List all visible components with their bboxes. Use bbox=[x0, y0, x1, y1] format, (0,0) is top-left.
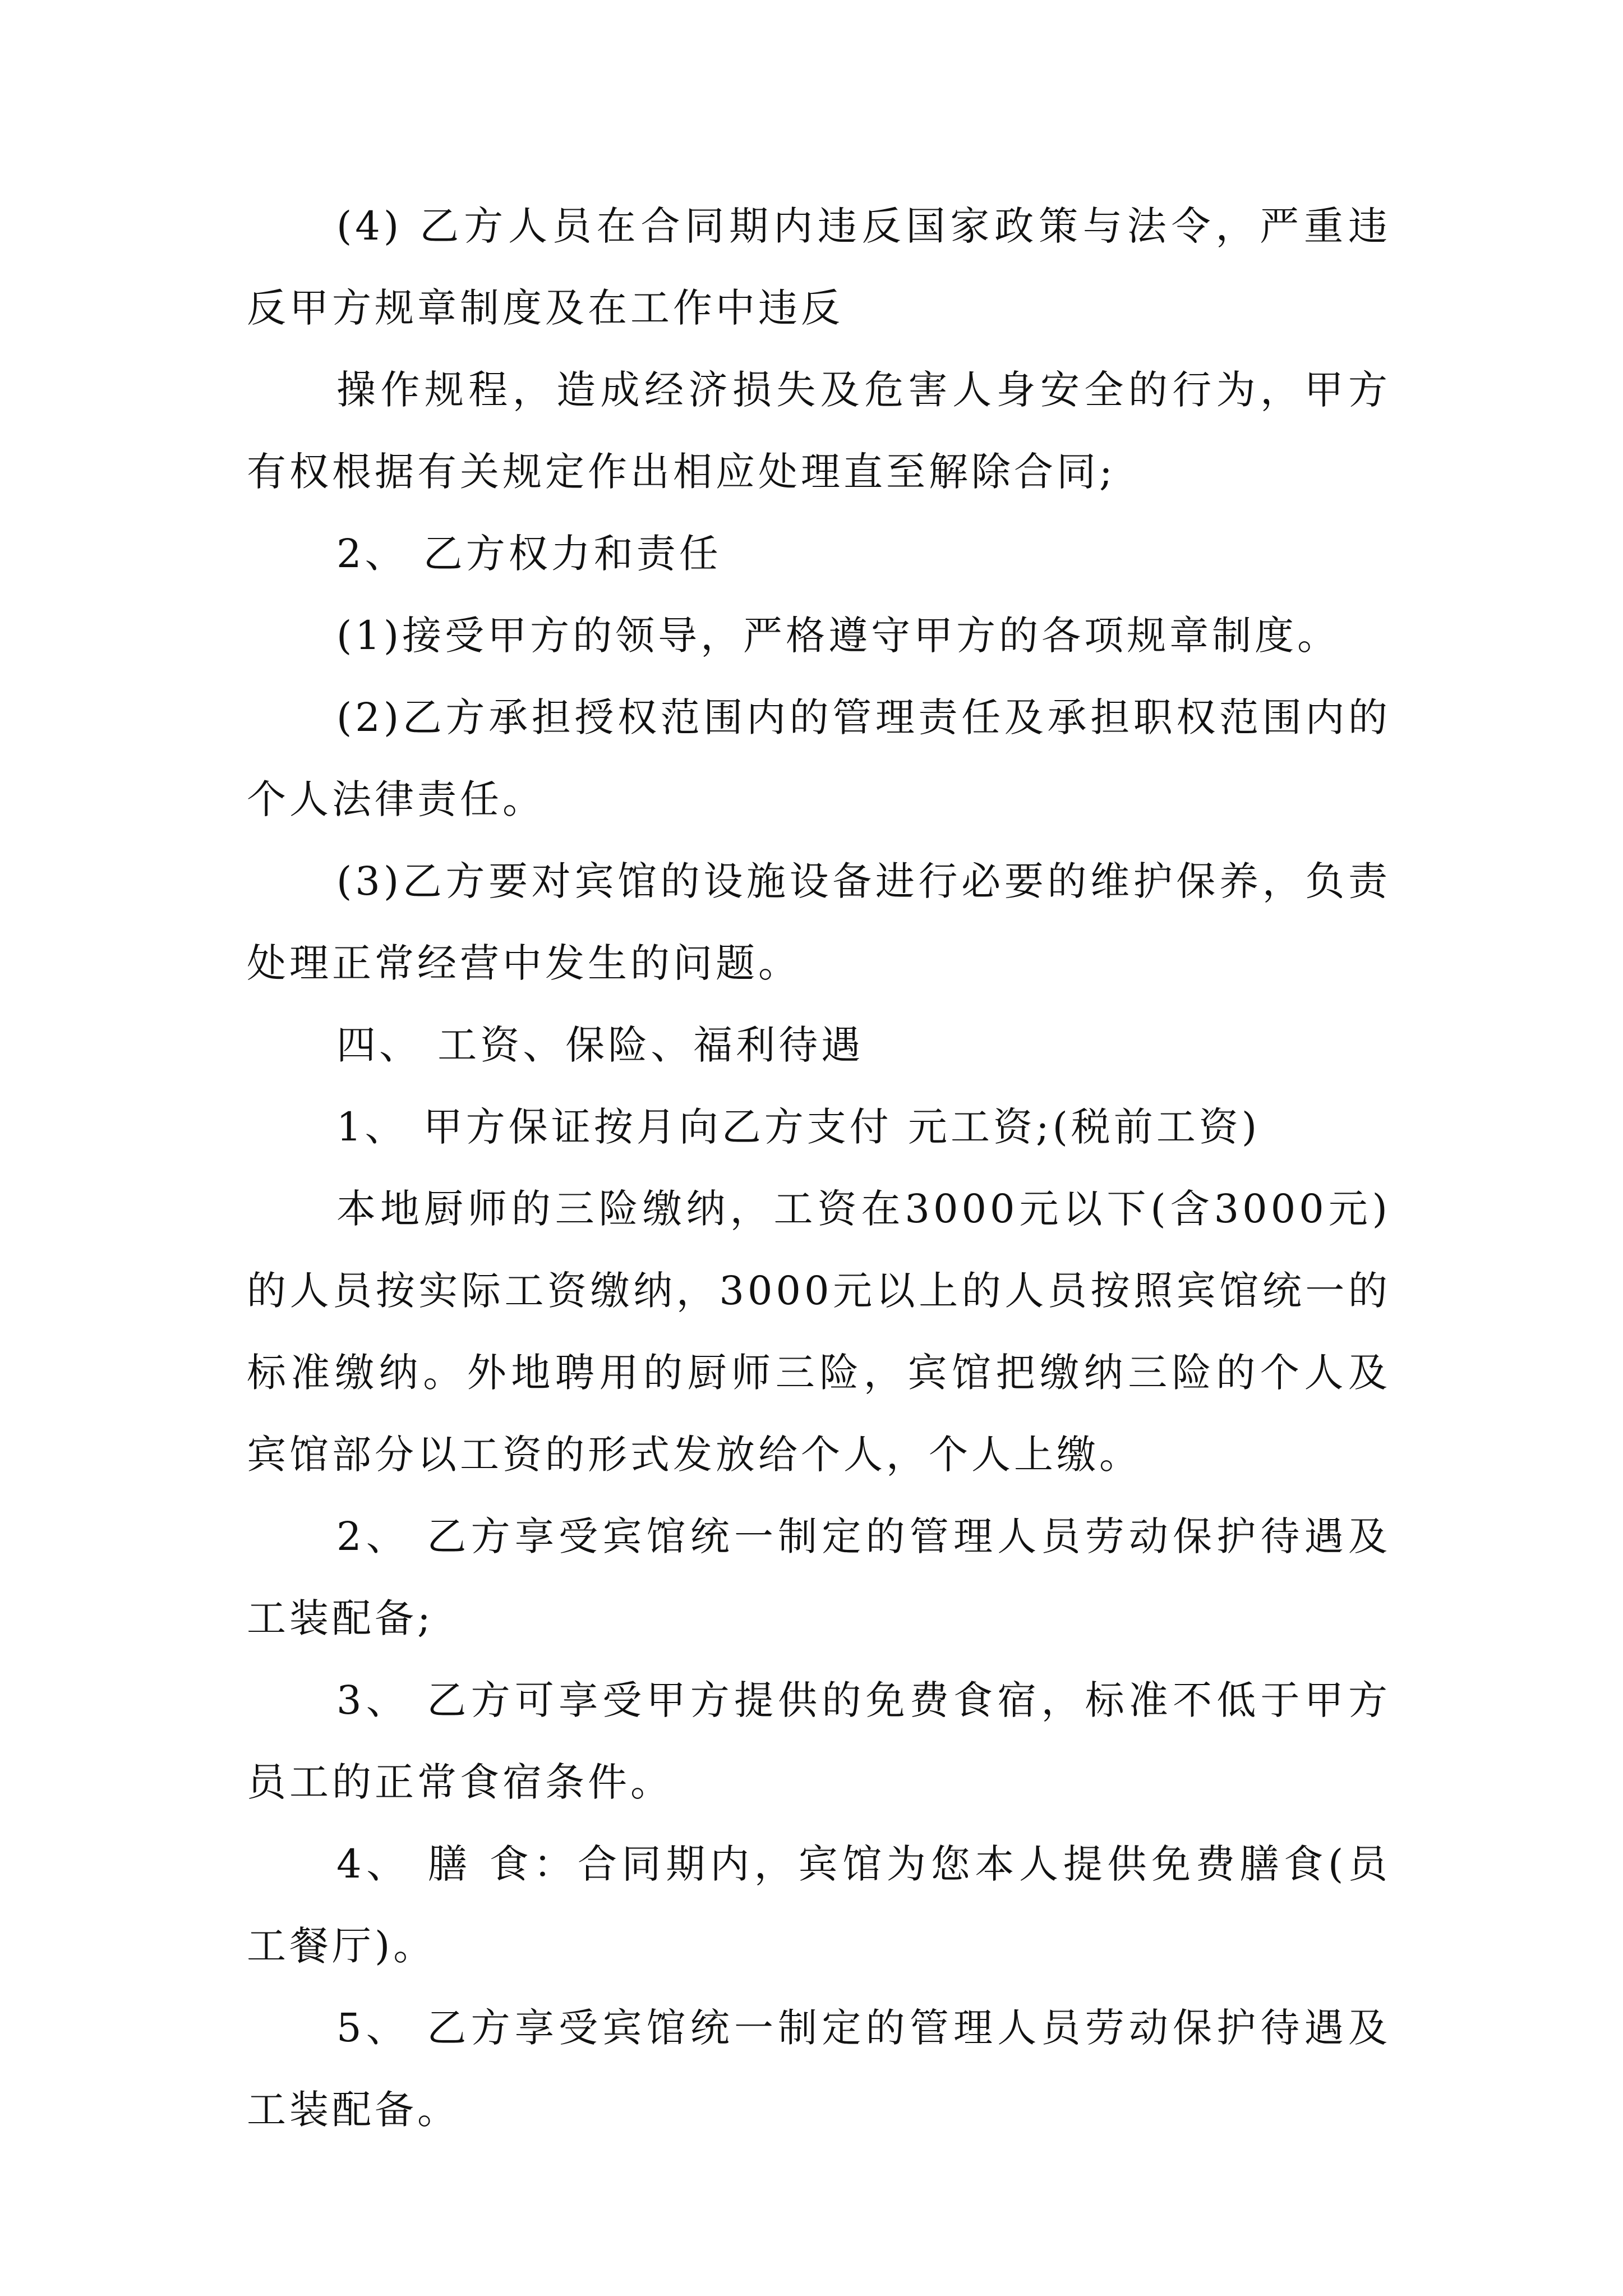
paragraph-salary: 1、 甲方保证按月向乙方支付 元工资;(税前工资) bbox=[336, 1104, 1261, 1150]
paragraph-board: 3、 乙方可享受甲方提供的免费食宿，标准不低于甲方员工的正常食宿条件。 bbox=[247, 1677, 1391, 1805]
paragraph-clause-4: (4) 乙方人员在合同期内违反国家政策与法令，严重违反甲方规章制度及在工作中违反 bbox=[247, 203, 1391, 331]
heading-party-b-rights: 2、 乙方权力和责任 bbox=[336, 531, 722, 577]
paragraph-meals: 4、 膳 食：合同期内，宾馆为您本人提供免费膳食(员工餐厅)。 bbox=[247, 1841, 1391, 1969]
paragraph-protection: 2、 乙方享受宾馆统一制定的管理人员劳动保护待遇及工装配备; bbox=[247, 1513, 1391, 1641]
paragraph-item-2: (2)乙方承担授权范围内的管理责任及承担职权范围内的个人法律责任。 bbox=[247, 694, 1391, 822]
paragraph-item-1: (1)接受甲方的领导，严格遵守甲方的各项规章制度。 bbox=[336, 613, 1340, 659]
document-page bbox=[247, 185, 1391, 2151]
paragraph-item-3: (3)乙方要对宾馆的设施设备进行必要的维护保养，负责处理正常经营中发生的问题。 bbox=[247, 858, 1391, 986]
paragraph-operating-rules: 操作规程，造成经济损失及危害人身安全的行为，甲方有权根据有关规定作出相应处理直至解除合同; bbox=[247, 367, 1391, 495]
heading-section-4: 四、 工资、保险、福利待遇 bbox=[336, 1022, 864, 1068]
paragraph-uniform: 5、 乙方享受宾馆统一制定的管理人员劳动保护待遇及工装配备。 bbox=[247, 2005, 1391, 2133]
paragraph-insurance: 本地厨师的三险缴纳，工资在3000元以下(含3000元)的人员按实际工资缴纳，3000元以上的人员按照宾馆统一的标准缴纳。外地聘用的厨师三险，宾馆把缴纳三险的个人及宾馆部分以工资的形式发放给个人，个人上缴。 bbox=[247, 1186, 1391, 1478]
